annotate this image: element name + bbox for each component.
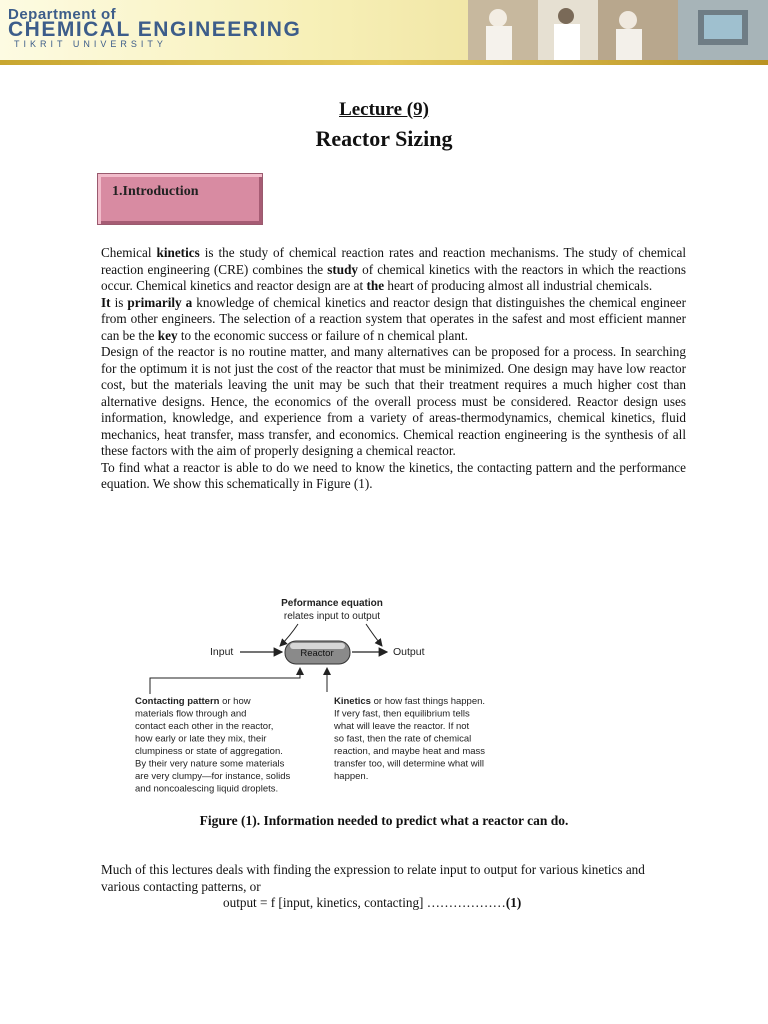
output-label: Output [393, 646, 425, 658]
contacting-connector [150, 668, 300, 694]
performance-equation-subtitle: relates input to output [283, 611, 381, 622]
header-department-name: CHEMICAL ENGINEERING [8, 18, 302, 41]
closing-paragraph: Much of this lectures deals with finding the expression to relate input to output for various kinetics and various contacting patterns, or [101, 862, 645, 894]
header-university: TIKRIT UNIVERSITY [14, 39, 167, 49]
kinetics-text: Kinetics or how fast things happen. If very fast, then equilibrium tells what will leave the reactor. If not so fast, then the rate of chemical reaction, and maybe heat and mass transfer too, will determine what will happen. [334, 696, 486, 782]
reactor-label: Reactor [300, 648, 334, 659]
contacting-pattern-text: Contacting pattern or how materials flow through and contact each other in the reactor, how early or late they mix, their clumpiness or state of aggregation. By their very nature some materials are very clumpy—for instance, solids and noncoalescing liquid droplets. [135, 696, 291, 795]
input-label: Input [210, 646, 234, 658]
paragraph-2: It is primarily a knowledge of chemical kinetics and reactor design that distinguishes the chemical engineer from other engineers. The selection of a reaction system that operates in the safest and most efficient manner can be the key to the economic success or failure of n chemical plant. [101, 294, 686, 343]
body-text [101, 245, 686, 493]
equation: output = f [input, kinetics, contacting] ………………(1) [223, 895, 522, 910]
section-heading: 1.Introduction [112, 184, 199, 199]
lecture-number: Lecture (9) [339, 99, 429, 120]
header-banner [0, 0, 768, 62]
paragraph-3: Design of the reactor is no routine matter, and many alternatives can be proposed for a process. In searching for the optimum it is not just the cost of the reactor that must be minimized. One design may have low reactor cost, but the materials leaving the unit may be such that their treatment requires a much higher cost than alternative designs. Hence, the economics of the overall process must be considered. Reactor design uses information, knowledge, and experience from a variety of areas-thermodynamics, chemical kinetics, fluid mechanics, heat transfer, mass transfer, and economics. Chemical reaction engineering is the synthesis of all these factors with the aim of properly designing a chemical reactor. [101, 344, 686, 458]
section-heading-box [97, 173, 263, 225]
header-dept: Department of [8, 6, 117, 23]
header-photo [468, 0, 768, 62]
perf-arrow-right [366, 624, 382, 646]
header-divider [0, 60, 768, 65]
equation-number: (1) [505, 895, 522, 910]
performance-equation-label: Peformance equation [281, 598, 383, 609]
page-title: Reactor Sizing [315, 126, 453, 151]
reactor-diagram [130, 592, 520, 807]
figure-caption: Figure (1). Information needed to predict what a reactor can do. [199, 813, 569, 828]
paragraph-4: To find what a reactor is able to do we need to know the kinetics, the contacting pattern and the performance equation. We show this schematically in Figure (1). [101, 459, 686, 491]
paragraph-1: Chemical kinetics is the study of chemical reaction rates and reaction mechanisms. The study of chemical reaction engineering (CRE) combines the study of chemical kinetics with the reactors in which the reactions occur. Chemical kinetics and reactor design are at the heart of producing almost all industrial chemicals. [101, 245, 686, 293]
